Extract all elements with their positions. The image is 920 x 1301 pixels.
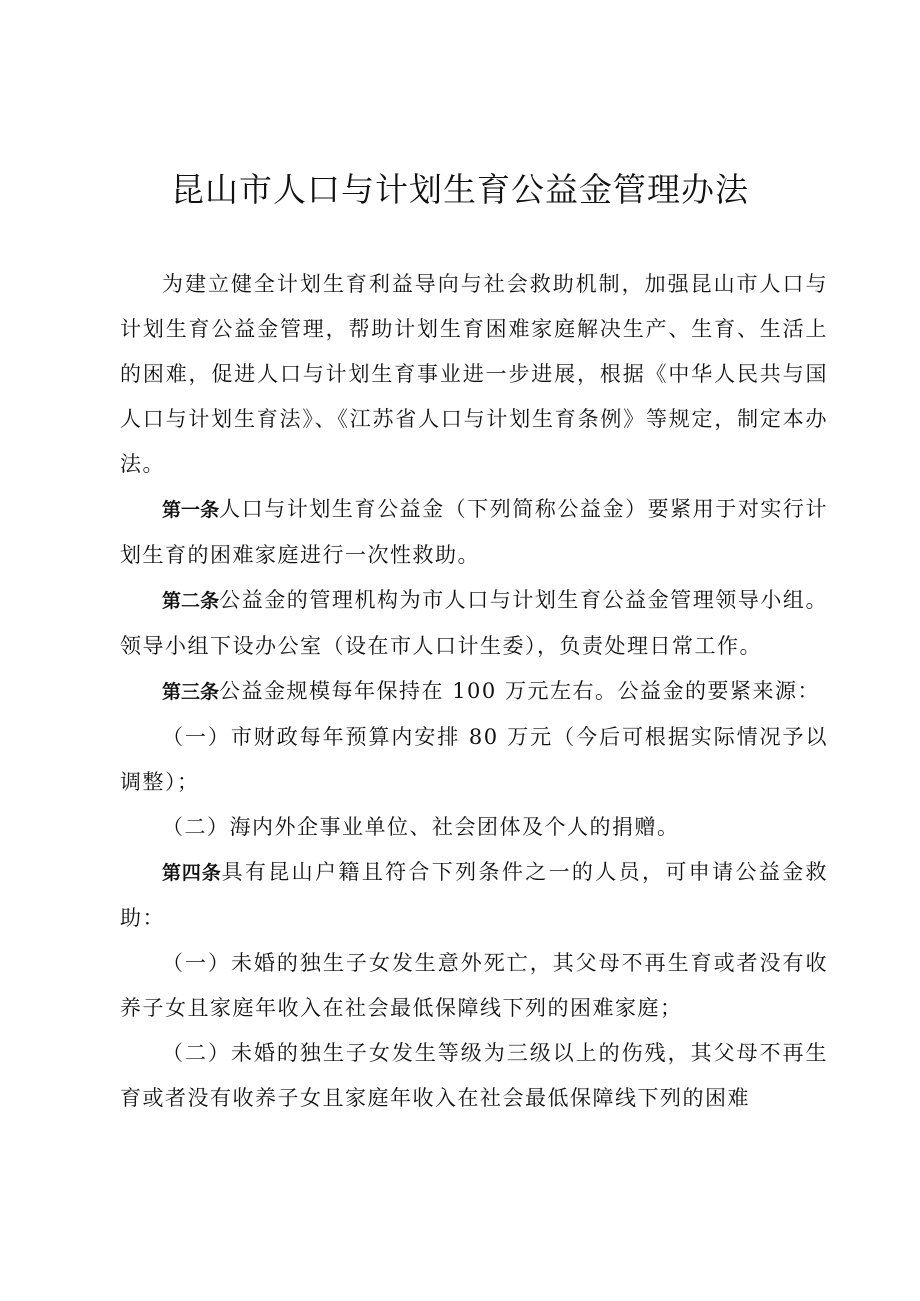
article-label: 第三条 <box>162 681 220 703</box>
document-body <box>120 262 828 1121</box>
article-3-item-1 <box>120 715 828 805</box>
article-2-paragraph <box>120 578 828 669</box>
preamble-paragraph <box>120 262 828 487</box>
article-3-item-2 <box>120 805 828 850</box>
article-label: 第一条 <box>162 499 220 521</box>
paragraph-text: （二）海内外企事业单位、社会团体及个人的捐赠。 <box>162 815 680 839</box>
article-4-item-1 <box>120 941 828 1031</box>
paragraph-text: （一）未婚的独生子女发生意外死亡，其父母不再生育或者没有收养子女且家庭年收入在社会最低保障线下列的困难家庭； <box>120 951 828 1020</box>
article-4-paragraph <box>120 850 828 941</box>
document-title: 昆山市人口与计划生育公益金管理办法 <box>171 170 749 209</box>
paragraph-text: 为建立健全计划生育利益导向与社会救助机制，加强昆山市人口与计划生育公益金管理，帮助计划生育困难家庭解决生产、生育、生活上的困难，促进人口与计划生育事业进一步进展，根据《中华人民共与国人口与计划生育法》、《江苏省人口与计划生育条例》等规定，制定本办法。 <box>120 272 828 476</box>
paragraph-text: 公益金的管理机构为市人口与计划生育公益金管理领导小组。领导小组下设办公室（设在市人口计生委），负责处理日常工作。 <box>120 588 828 658</box>
paragraph-text: 人口与计划生育公益金（下列简称公益金）要紧用于对实行计划生育的困难家庭进行一次性救助。 <box>120 497 828 567</box>
article-label: 第四条 <box>162 862 222 884</box>
paragraph-text: 具有昆山户籍且符合下列条件之一的人员，可申请公益金救助： <box>120 860 828 930</box>
article-label: 第二条 <box>162 590 220 612</box>
article-3-paragraph <box>120 669 828 715</box>
article-4-item-2 <box>120 1031 828 1121</box>
paragraph-text: （二）未婚的独生子女发生等级为三级以上的伤残，其父母不再生育或者没有收养子女且家庭年收入在社会最低保障线下列的困难 <box>120 1041 828 1110</box>
article-1-paragraph <box>120 487 828 578</box>
paragraph-text: （一）市财政每年预算内安排 80 万元（今后可根据实际情况予以调整）； <box>120 725 828 794</box>
paragraph-text: 公益金规模每年保持在 100 万元左右。公益金的要紧来源： <box>219 679 820 703</box>
